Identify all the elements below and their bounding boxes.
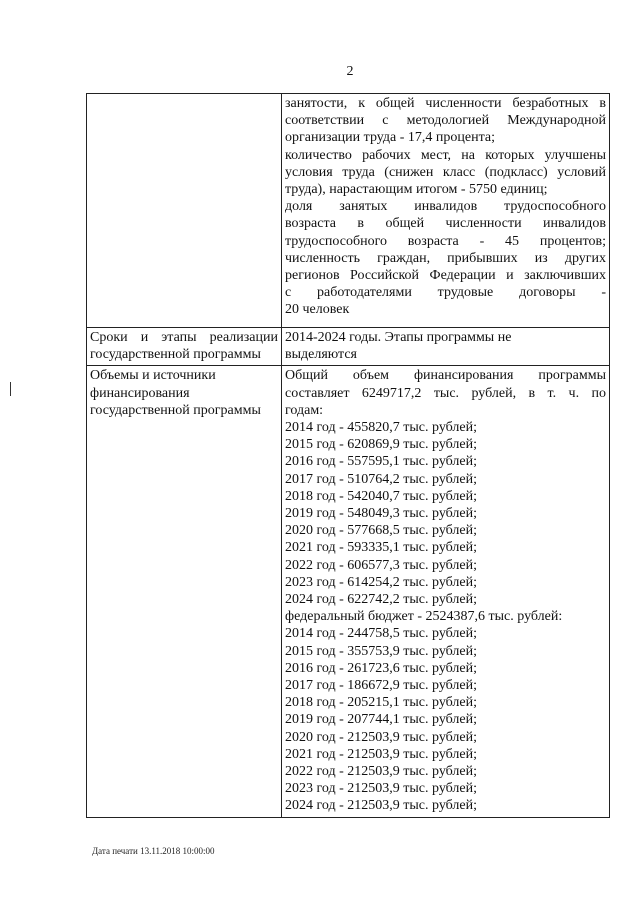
text-line: количество рабочих мест, на которых улучшены — [285, 147, 606, 163]
row-value-cell — [282, 94, 610, 328]
text-line: выделяются — [285, 347, 357, 363]
text-line: 2014-2024 годы. Этапы программы не — [285, 330, 512, 345]
text-line: 2023 год - 614254,2 тыс. рублей; — [285, 574, 478, 590]
text-line: возраста в общей численности инвалидов — [285, 216, 606, 232]
text-line: соответствии с методологией Международной — [285, 113, 606, 129]
text-line: 2019 год - 207744,1 тыс. рублей; — [285, 712, 478, 728]
row-value-cell — [282, 328, 610, 366]
text-line: с работодателями трудовые договоры - — [285, 285, 606, 301]
row-label-cell — [87, 328, 282, 366]
text-line: 2014 год - 244758,5 тыс. рублей; — [285, 626, 478, 642]
text-line: 2020 год - 212503,9 тыс. рублей; — [285, 729, 478, 745]
text-line: Сроки и этапы реализации — [90, 330, 278, 345]
row-label-cell — [87, 94, 282, 328]
text-line: Объемы и источники — [90, 368, 216, 384]
table-row — [87, 328, 610, 366]
text-line: 2016 год - 261723,6 тыс. рублей; — [285, 660, 478, 676]
text-line: условия труда (снижен класс (подкласс) условий — [285, 164, 606, 180]
table-row — [87, 366, 610, 817]
text-line: годам: — [285, 402, 324, 418]
row-value-cell — [282, 366, 610, 817]
text-line: государственной программы — [90, 402, 261, 418]
program-passport-table — [86, 93, 610, 818]
text-line: 20 человек — [285, 302, 350, 318]
text-line: 2016 год - 557595,1 тыс. рублей; — [285, 454, 478, 470]
text-line: 2020 год - 577668,5 тыс. рублей; — [285, 523, 478, 539]
table-row — [87, 94, 610, 328]
text-line: 2014 год - 455820,7 тыс. рублей; — [285, 420, 478, 436]
text-line: численность граждан, прибывших из других — [285, 250, 606, 266]
text-line: финансирования — [90, 385, 190, 401]
text-line: государственной программы — [90, 347, 261, 363]
row-label-cell — [87, 366, 282, 817]
text-line: занятости, к общей численности безработных в — [285, 96, 606, 111]
text-line: регионов Российской Федерации и заключивших — [285, 268, 606, 284]
text-line: 2024 год - 622742,2 тыс. рублей; — [285, 592, 478, 608]
text-line: 2024 год - 212503,9 тыс. рублей; — [285, 798, 478, 814]
text-line: 2018 год - 205215,1 тыс. рублей; — [285, 695, 478, 711]
text-line: 2017 год - 510764,2 тыс. рублей; — [285, 471, 478, 487]
text-line: 2021 год - 593335,1 тыс. рублей; — [285, 540, 478, 556]
text-line: трудоспособного возраста - 45 процентов; — [285, 233, 606, 249]
text-line: 2022 год - 212503,9 тыс. рублей; — [285, 764, 478, 780]
text-line: 2022 год - 606577,3 тыс. рублей; — [285, 557, 478, 573]
text-line: организации труда - 17,4 процента; — [285, 130, 495, 146]
text-line: Общий объем финансирования программы — [285, 368, 606, 384]
text-line: доля занятых инвалидов трудоспособного — [285, 199, 606, 215]
print-date-footer: Дата печати 13.11.2018 10:00:00 — [92, 846, 215, 856]
scan-artifact-mark — [10, 382, 11, 396]
page-number: 2 — [346, 64, 354, 79]
text-line: 2017 год - 186672,9 тыс. рублей; — [285, 678, 478, 694]
text-line: 2015 год - 620869,9 тыс. рублей; — [285, 437, 478, 453]
text-line: 2023 год - 212503,9 тыс. рублей; — [285, 781, 478, 797]
text-line: 2015 год - 355753,9 тыс. рублей; — [285, 643, 478, 659]
text-line: труда), нарастающим итогом - 5750 единиц; — [285, 182, 548, 198]
text-line: составляет 6249717,2 тыс. рублей, в т. ч. по — [285, 385, 606, 401]
text-line: 2018 год - 542040,7 тыс. рублей; — [285, 488, 478, 504]
text-line: 2019 год - 548049,3 тыс. рублей; — [285, 506, 478, 522]
text-line: 2021 год - 212503,9 тыс. рублей; — [285, 746, 478, 762]
text-line: федеральный бюджет - 2524387,6 тыс. рублей: — [285, 609, 563, 625]
